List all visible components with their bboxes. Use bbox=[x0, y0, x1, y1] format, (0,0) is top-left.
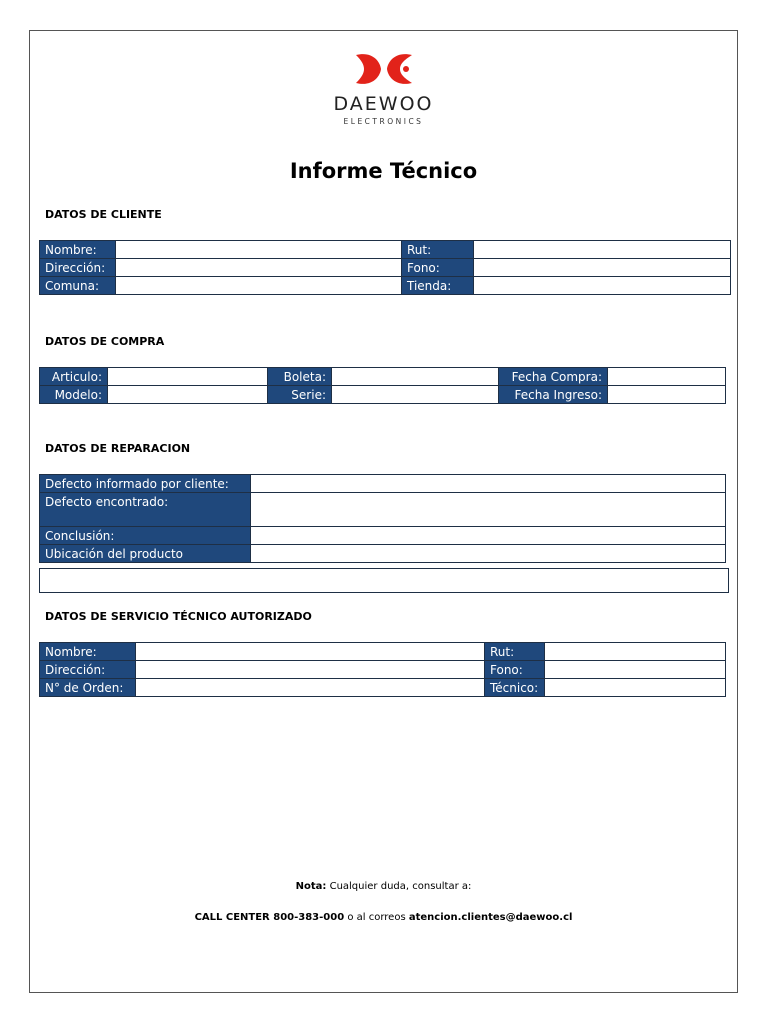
document-page bbox=[29, 30, 738, 993]
field-articulo[interactable] bbox=[108, 368, 268, 386]
field-tienda[interactable] bbox=[474, 277, 731, 295]
table-row bbox=[40, 661, 726, 679]
label-conclusion: Conclusión: bbox=[40, 527, 251, 545]
table-row bbox=[40, 386, 726, 404]
field-serie[interactable] bbox=[332, 386, 499, 404]
field-boleta[interactable] bbox=[332, 368, 499, 386]
field-fecha-ingreso[interactable] bbox=[608, 386, 726, 404]
table-row bbox=[40, 545, 726, 563]
field-conclusion[interactable] bbox=[251, 527, 726, 545]
table-row bbox=[40, 368, 726, 386]
table-row bbox=[40, 493, 726, 527]
brand-subtitle: ELECTRONICS bbox=[343, 117, 424, 126]
label-tecnico: Técnico: bbox=[485, 679, 545, 697]
label-servicio-direccion: Dirección: bbox=[40, 661, 136, 679]
label-direccion: Dirección: bbox=[40, 259, 116, 277]
section-compra-heading: DATOS DE COMPRA bbox=[45, 335, 165, 348]
field-rut[interactable] bbox=[474, 241, 731, 259]
field-numero-orden[interactable] bbox=[136, 679, 485, 697]
reparacion-table bbox=[39, 474, 726, 563]
field-comuna[interactable] bbox=[116, 277, 402, 295]
label-fono: Fono: bbox=[402, 259, 474, 277]
contact-email[interactable]: atencion.clientes@daewoo.cl bbox=[408, 912, 573, 923]
label-nombre: Nombre: bbox=[40, 241, 116, 259]
label-servicio-rut: Rut: bbox=[485, 643, 545, 661]
label-rut: Rut: bbox=[402, 241, 474, 259]
label-serie: Serie: bbox=[268, 386, 332, 404]
table-row bbox=[40, 259, 731, 277]
field-servicio-direccion[interactable] bbox=[136, 661, 485, 679]
brand-name: DAEWOO bbox=[333, 93, 434, 115]
field-modelo[interactable] bbox=[108, 386, 268, 404]
footer-note bbox=[30, 881, 737, 892]
section-reparacion-heading: DATOS DE REPARACION bbox=[45, 442, 191, 455]
note-text: Cualquier duda, consultar a: bbox=[326, 881, 472, 892]
label-fecha-ingreso: Fecha Ingreso: bbox=[499, 386, 608, 404]
label-servicio-nombre: Nombre: bbox=[40, 643, 136, 661]
field-servicio-rut[interactable] bbox=[545, 643, 726, 661]
compra-table bbox=[39, 367, 726, 404]
page-title: Informe Técnico bbox=[289, 159, 478, 183]
daewoo-logo bbox=[30, 47, 737, 126]
label-comuna: Comuna: bbox=[40, 277, 116, 295]
servicio-table bbox=[39, 642, 726, 697]
label-defecto-informado: Defecto informado por cliente: bbox=[40, 475, 251, 493]
field-defecto-informado[interactable] bbox=[251, 475, 726, 493]
label-servicio-fono: Fono: bbox=[485, 661, 545, 679]
label-articulo: Articulo: bbox=[40, 368, 108, 386]
section-servicio-heading: DATOS DE SERVICIO TÉCNICO AUTORIZADO bbox=[45, 610, 312, 623]
field-ubicacion[interactable] bbox=[251, 545, 726, 563]
field-fono[interactable] bbox=[474, 259, 731, 277]
label-modelo: Modelo: bbox=[40, 386, 108, 404]
field-servicio-fono[interactable] bbox=[545, 661, 726, 679]
table-row bbox=[40, 527, 726, 545]
field-tecnico[interactable] bbox=[545, 679, 726, 697]
label-numero-orden: N° de Orden: bbox=[40, 679, 136, 697]
field-defecto-encontrado[interactable] bbox=[251, 493, 726, 527]
table-row bbox=[40, 679, 726, 697]
field-fecha-compra[interactable] bbox=[608, 368, 726, 386]
note-label: Nota: bbox=[295, 881, 327, 892]
call-center: CALL CENTER 800-383-000 bbox=[194, 912, 345, 923]
contact-middle: o al correos bbox=[344, 912, 409, 923]
footer-contact bbox=[30, 912, 737, 923]
label-fecha-compra: Fecha Compra: bbox=[499, 368, 608, 386]
label-ubicacion: Ubicación del producto bbox=[40, 545, 251, 563]
label-tienda: Tienda: bbox=[402, 277, 474, 295]
daewoo-emblem-icon bbox=[350, 47, 418, 91]
section-cliente-heading: DATOS DE CLIENTE bbox=[45, 208, 162, 221]
label-defecto-encontrado: Defecto encontrado: bbox=[40, 493, 251, 527]
table-row bbox=[40, 277, 731, 295]
field-servicio-nombre[interactable] bbox=[136, 643, 485, 661]
table-row bbox=[40, 475, 726, 493]
cliente-table bbox=[39, 240, 731, 295]
table-row bbox=[40, 643, 726, 661]
field-ubicacion-detalle[interactable] bbox=[39, 568, 729, 593]
field-nombre[interactable] bbox=[116, 241, 402, 259]
label-boleta: Boleta: bbox=[268, 368, 332, 386]
field-direccion[interactable] bbox=[116, 259, 402, 277]
table-row bbox=[40, 241, 731, 259]
